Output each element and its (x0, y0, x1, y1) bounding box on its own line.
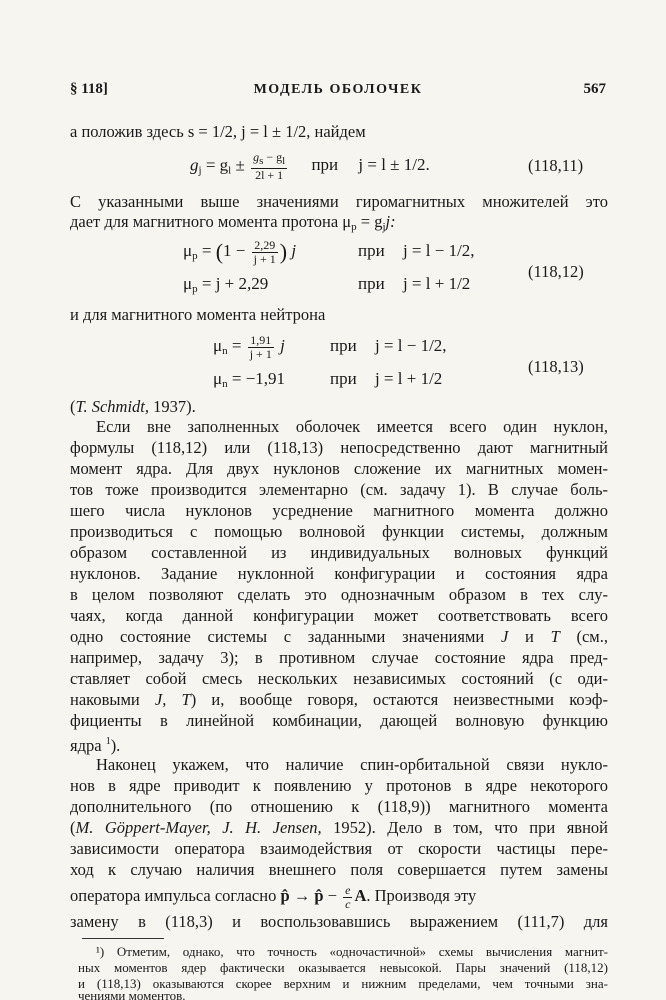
text-line: дополнительного (по отношению к (118,9)) магнитного момента (70, 797, 608, 816)
subscript: l (282, 155, 286, 167)
subscript: l (228, 164, 232, 177)
fraction (251, 151, 287, 182)
symbol: μ (342, 212, 352, 231)
symbol: g (190, 155, 199, 175)
symbol: j: (385, 212, 396, 231)
section-ref: § 118] (70, 81, 108, 97)
text-line: Если вне заполненных оболочек имеется всего один нуклон, (96, 417, 608, 436)
condition: j = l − 1/2, (374, 336, 447, 355)
equation-118-13-row2 (213, 368, 285, 395)
equation-number: (118,12) (528, 262, 584, 281)
symbol: = g (201, 155, 229, 175)
equation-118-13-cond1 (330, 335, 447, 357)
symbol: − (323, 886, 342, 905)
symbol: J (500, 627, 509, 646)
symbol: 1 − (223, 241, 250, 260)
page-number: 567 (583, 81, 606, 97)
text-line: Наконец укажем, что наличие спин-орбитальной связи нукло- (96, 755, 608, 774)
text-line (70, 690, 608, 710)
symbol: → (289, 886, 315, 905)
text-line: нуклонов. Задание нуклонной конфигурации и состояния ядра (70, 564, 608, 583)
subscript: p (192, 283, 198, 295)
equation-number: (118,13) (528, 357, 584, 376)
text-line (70, 627, 608, 647)
text: 1952). Дело в том, что при явной (321, 818, 608, 837)
subscript: n (222, 378, 228, 390)
text: оператора импульса согласно (70, 886, 281, 905)
vector-A: A (354, 886, 367, 905)
symbol: J, T (154, 690, 191, 709)
text: . Производя эту (366, 886, 477, 905)
text-line (70, 883, 608, 911)
subscript: s (259, 155, 264, 167)
text: (см., (559, 627, 608, 646)
text: ядра (70, 736, 106, 755)
running-header (70, 81, 606, 103)
text: одно состояние системы с заданными значениями (70, 627, 501, 646)
condition-word: при (330, 369, 357, 388)
subscript: j (198, 164, 202, 177)
citation-year: 1937). (149, 397, 196, 416)
equation-118-12-cond1 (358, 240, 475, 262)
paren: ) (279, 239, 288, 265)
text-line: в целом позволяют сделать это однозначным образом в тех слу- (70, 585, 608, 604)
symbol: μ (183, 241, 193, 260)
citation: (T. Schmidt, 1937). (70, 397, 196, 416)
numerator: 2,29 (252, 239, 278, 253)
condition: j = l + 1/2 (374, 369, 443, 388)
text-line: тов тоже производится элементарно (см. задачу 1). В случае боль- (70, 480, 608, 499)
paren: ( (215, 239, 224, 265)
operator-p: p̂ (314, 886, 324, 905)
condition-word: при (330, 336, 357, 355)
condition-word: при (358, 274, 385, 293)
text-line: шего числа нуклонов усреднение магнитного момента должно (70, 501, 608, 520)
text-line: производиться с помощью волновой функции системы, должным (70, 522, 608, 541)
numerator: − g (263, 150, 283, 164)
symbol: = −1,91 (227, 369, 286, 388)
footnote-line: чениями моментов. (78, 991, 186, 1000)
subscript: p (351, 221, 357, 233)
text-line: С указанными выше значениями гиромагнитных множителей это (70, 192, 608, 211)
text-line (70, 212, 608, 237)
symbol: = g (356, 212, 383, 231)
numerator: 1,91 (248, 334, 274, 348)
fraction (248, 334, 274, 361)
text-line: образом составленной из индивидуальных волновых функций (70, 543, 608, 562)
symbol: j (275, 336, 285, 355)
text-line (70, 732, 608, 756)
footnote-line: ¹) Отметим, однако, что точность «одночастичной» схемы вычисления магнит- (96, 944, 608, 959)
text: и (508, 627, 551, 646)
fraction (252, 239, 278, 266)
text: дает для магнитного момента протона (70, 212, 343, 231)
condition-word: при (311, 155, 339, 175)
denominator: 2l + 1 (255, 168, 284, 182)
text-line: формулы (118,12) или (118,13) непосредственно дают магнитный (70, 438, 608, 457)
footnote-line: и (118,13) оказываются скорее верхним и нижним пределами, чем точными зна- (78, 976, 608, 991)
footnote-marker: 1 (105, 736, 111, 747)
condition: j = l ± 1/2. (358, 155, 430, 175)
denominator: j + 1 (253, 251, 276, 266)
text-line: чаях, когда данной конфигурации может соответствовать всего (70, 606, 608, 625)
text-line: нов в ядре приводит к появлению у протонов в ядре некоторого (70, 776, 608, 795)
text-line: момент ядра. Для двух нуклонов сложение их магнитных момен- (70, 459, 608, 478)
symbol: j (287, 241, 297, 260)
text-line: фициенты в линейной комбинации, дающей волновую функцию (70, 711, 608, 730)
equation-118-12-row2 (183, 273, 268, 300)
operator-p: p̂ (280, 886, 290, 905)
subscript: n (222, 345, 228, 357)
citation-author: T. Schmidt, (75, 397, 149, 416)
condition: j = l − 1/2, (402, 241, 475, 260)
chapter-title: МОДЕЛЬ ОБОЛОЧЕК (253, 82, 423, 97)
footnote-rule (82, 938, 164, 939)
text-line: ставляет собой смесь нескольких независимых состояний (с оди- (70, 669, 608, 688)
symbol: T (550, 627, 560, 646)
text: ) и, вообще говоря, остаются неизвестными коэф- (190, 690, 608, 709)
text-line (70, 818, 608, 838)
text-line: а положив здесь s = 1/2, j = l ± 1/2, найдем (70, 122, 366, 141)
denominator: j + 1 (249, 346, 272, 361)
symbol: μ (213, 369, 223, 388)
text-line: и для магнитного момента нейтрона (70, 305, 326, 324)
text-line: например, задачу 3); в противном случае состояние ядра пред- (70, 648, 608, 667)
denominator: c (345, 896, 351, 911)
fraction (343, 884, 352, 911)
symbol: = j + 2,29 (197, 274, 269, 293)
equation-118-13-cond2 (330, 368, 442, 390)
footnote-line: ных моментов ядер фактически оказывается невысокой. Пары значений (118,12) (78, 960, 608, 975)
condition: j = l + 1/2 (402, 274, 471, 293)
equation-118-12-cond2 (358, 273, 470, 295)
text: ). (110, 736, 121, 755)
numerator: g (253, 150, 260, 164)
equation-118-12-row1 (183, 236, 296, 271)
symbol: = (197, 241, 216, 260)
text: ( (70, 818, 76, 837)
text: наковыми (70, 690, 155, 709)
subscript: p (192, 250, 198, 262)
symbol: μ (213, 336, 223, 355)
symbol: ± (231, 155, 250, 175)
symbol: = (227, 336, 246, 355)
text-line: замену в (118,3) и воспользовавшись выражением (111,7) для (70, 912, 608, 931)
equation-number: (118,11) (528, 156, 584, 175)
numerator: e (345, 882, 351, 897)
equation-118-11 (190, 151, 430, 182)
condition-word: при (358, 241, 385, 260)
symbol: μ (183, 274, 193, 293)
equation-118-13-row1 (213, 331, 285, 366)
text-line: ход к случаю наличия внешнего поля совершается путем замены (70, 860, 608, 879)
citation-authors: M. Göppert-Mayer, J. H. Jensen, (75, 818, 322, 837)
text-line: зависимости оператора взаимодействия от скорости частицы пере- (70, 839, 608, 858)
subscript: j (382, 221, 386, 233)
